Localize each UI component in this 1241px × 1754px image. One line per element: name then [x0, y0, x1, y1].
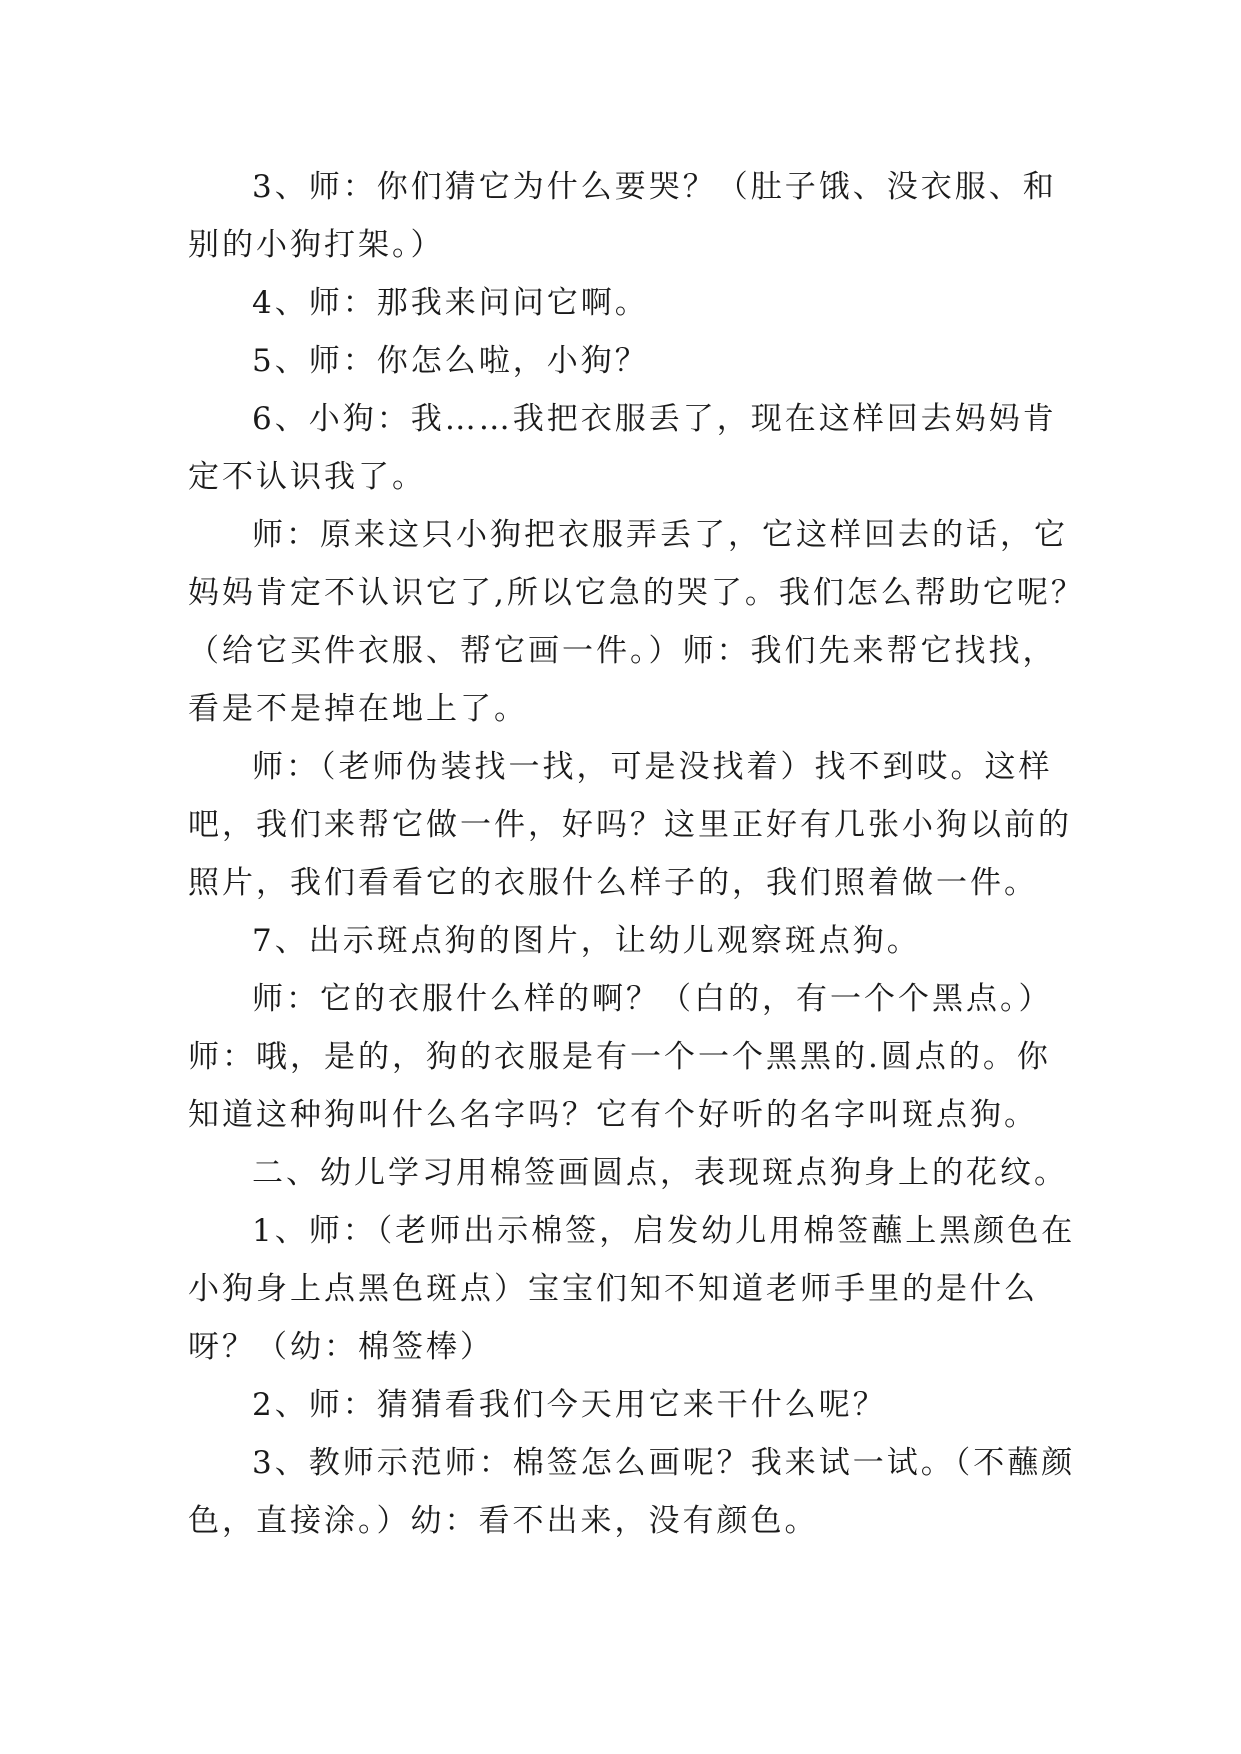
paragraph-step-3 — [188, 1434, 1076, 1550]
text-line: 色，直接涂。）幼：看不出来，没有颜色。 — [188, 1503, 819, 1539]
text-line: 师：它的衣服什么样的啊？（白的，有一个个黑点。） — [252, 981, 1053, 1017]
paragraph-q6 — [188, 390, 1057, 506]
paragraph-q3 — [188, 158, 1057, 274]
text-line: 师：（老师伪装找一找，可是没找着）找不到哎。这样 — [252, 749, 1053, 785]
section-heading: 二、幼儿学习用棉签画圆点，表现斑点狗身上的花纹。 — [252, 1155, 1068, 1191]
document-body — [188, 158, 1085, 1550]
section-heading-2 — [188, 1144, 1068, 1202]
text-line: 2、师：猜猜看我们今天用它来干什么呢？ — [252, 1387, 887, 1423]
text-line: 看是不是掉在地上了。 — [188, 691, 528, 727]
text-line: 知道这种狗叫什么名字吗？它有个好听的名字叫斑点狗。 — [188, 1097, 1038, 1133]
text-line: 师：原来这只小狗把衣服弄丢了，它这样回去的话，它 — [252, 517, 1068, 553]
text-line: 呀？（幼：棉签棒） — [188, 1329, 494, 1365]
text-line: 吧，我们来帮它做一件，好吗？这里正好有几张小狗以前的 — [188, 807, 1072, 843]
text-line: 3、教师示范师：棉签怎么画呢？我来试一试。（不蘸颜 — [252, 1445, 1076, 1481]
text-line: 师：哦，是的，狗的衣服是有一个一个黑黑的.圆点的。你 — [188, 1039, 1051, 1075]
text-line: 照片，我们看看它的衣服什么样子的，我们照着做一件。 — [188, 865, 1038, 901]
text-line: （给它买件衣服、帮它画一件。）师：我们先来帮它找找， — [188, 633, 1057, 669]
paragraph-q7 — [188, 912, 1048, 970]
paragraph-teacher-1 — [188, 506, 1085, 738]
text-line: 定不认识我了。 — [188, 459, 426, 495]
text-line: 妈妈肯定不认识它了,所以它急的哭了。我们怎么帮助它呢？ — [188, 575, 1085, 611]
paragraph-step-1 — [188, 1202, 1076, 1376]
text-line: 7、出示斑点狗的图片，让幼儿观察斑点狗。 — [252, 923, 921, 959]
paragraph-step-2 — [188, 1376, 1048, 1434]
text-line: 别的小狗打架。） — [188, 227, 445, 263]
text-line: 6、小狗：我……我把衣服丢了，现在这样回去妈妈肯 — [252, 401, 1057, 437]
text-line: 小狗身上点黑色斑点）宝宝们知不知道老师手里的是什么 — [188, 1271, 1038, 1307]
text-line: 5、师：你怎么啦，小狗？ — [252, 343, 649, 379]
paragraph-teacher-3 — [188, 970, 1053, 1144]
text-line: 3、师：你们猜它为什么要哭？（肚子饿、没衣服、和 — [252, 169, 1057, 205]
paragraph-q4 — [188, 274, 1048, 332]
text-line: 4、师：那我来问问它啊。 — [252, 285, 649, 321]
paragraph-teacher-2 — [188, 738, 1072, 912]
paragraph-q5 — [188, 332, 1048, 390]
text-line: 1、师：（老师出示棉签，启发幼儿用棉签蘸上黑颜色在 — [252, 1213, 1076, 1249]
